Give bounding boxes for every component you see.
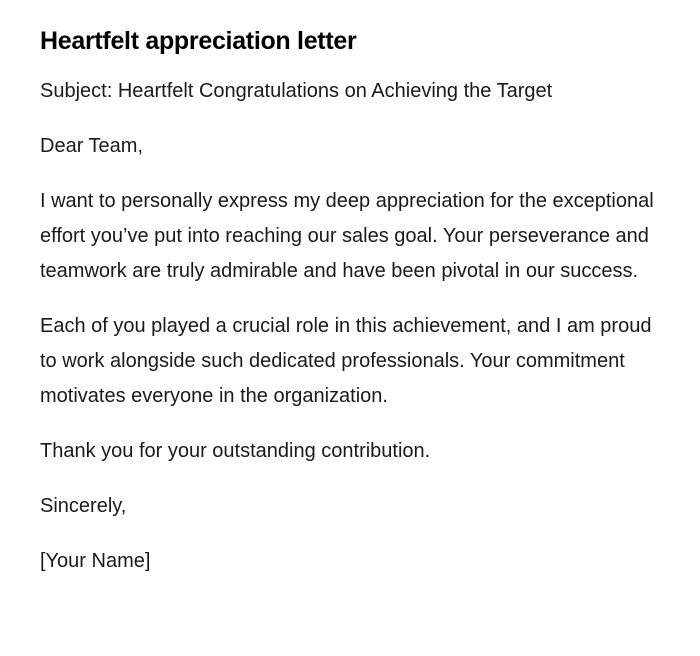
subject-line: Subject: Heartfelt Congratulations on Achieving the Target bbox=[40, 80, 553, 102]
body-paragraph-1: I want to personally express my deep appreciation for the exceptional effort you’ve put into reaching our sales goal. Your perseverance and teamwork are truly admirable and have been pivotal in our success. bbox=[40, 190, 654, 282]
closing: Sincerely, bbox=[40, 495, 127, 517]
document-title: Heartfelt appreciation letter bbox=[40, 27, 357, 55]
greeting: Dear Team, bbox=[40, 135, 144, 157]
thanks-line: Thank you for your outstanding contribution. bbox=[40, 440, 431, 462]
letter-document bbox=[40, 24, 670, 599]
signature-placeholder: [Your Name] bbox=[40, 550, 151, 572]
body-paragraph-2: Each of you played a crucial role in this achievement, and I am proud to work alongside such dedicated professionals. Your commitment motivates everyone in the organization. bbox=[40, 315, 652, 407]
